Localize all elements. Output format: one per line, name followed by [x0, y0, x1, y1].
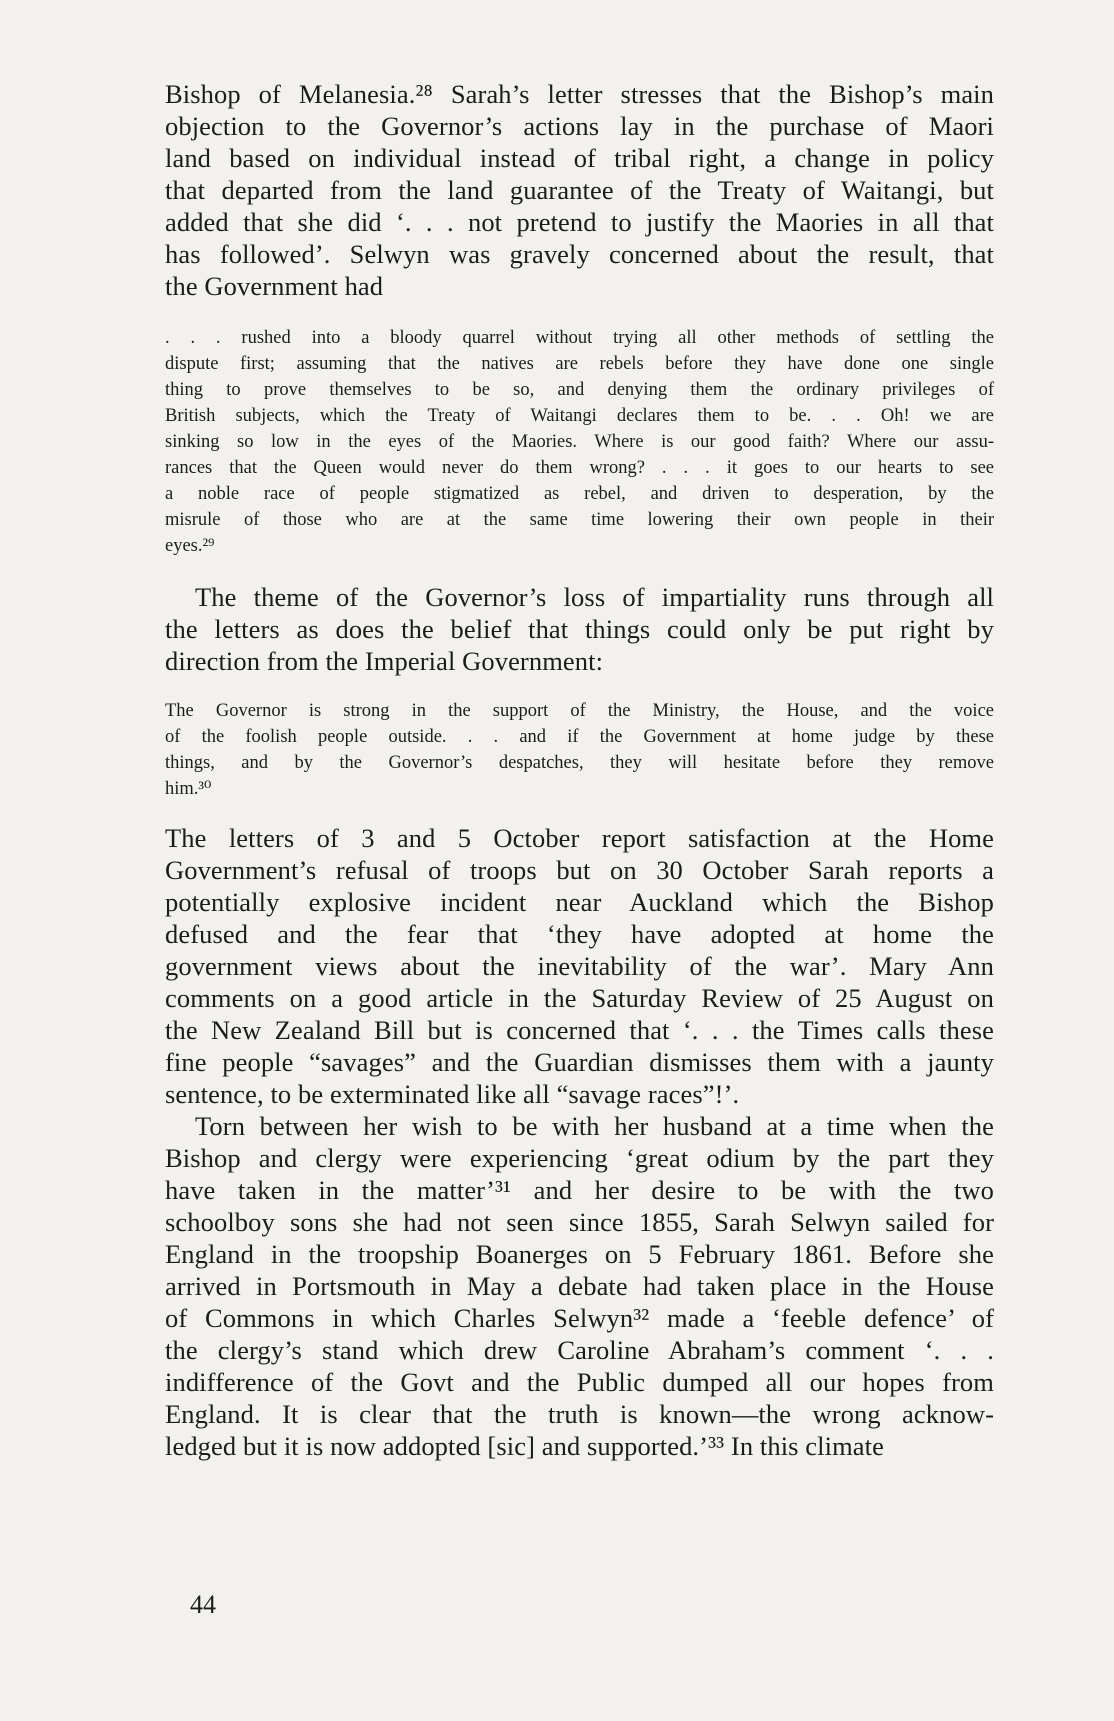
quote-line: dispute first; assuming that the natives are rebels before they have done one single	[165, 354, 994, 374]
text-line: the clergy’s stand which drew Caroline Abraham’s comment ‘. . .	[165, 1335, 994, 1365]
block-quote-governor-strong	[165, 698, 994, 802]
text-line: government views about the inevitability of the war’. Mary Ann	[165, 951, 994, 981]
text-line: land based on individual instead of tribal right, a change in policy	[165, 143, 994, 173]
quote-line: of the foolish people outside. . . and if the Government at home judge by these	[165, 727, 994, 747]
quote-line: rances that the Queen would never do them wrong? . . . it goes to our hearts to see	[165, 458, 994, 478]
text-line: the New Zealand Bill but is concerned that ‘. . . the Times calls these	[165, 1015, 994, 1045]
text-line: comments on a good article in the Saturday Review of 25 August on	[165, 983, 994, 1013]
text-line: indifference of the Govt and the Public dumped all our hopes from	[165, 1367, 994, 1397]
text-line: the Government had	[165, 271, 384, 301]
paragraph-governor-impartiality	[165, 581, 994, 677]
text-line: defused and the fear that ‘they have adopted at home the	[165, 919, 994, 949]
text-line: schoolboy sons she had not seen since 1855, Sarah Selwyn sailed for	[165, 1207, 994, 1237]
quote-line: sinking so low in the eyes of the Maories. Where is our good faith? Where our assu-	[165, 432, 994, 452]
text-line: Government’s refusal of troops but on 30 October Sarah reports a	[165, 855, 994, 885]
quote-line: British subjects, which the Treaty of Waitangi declares them to be. . . Oh! we are	[165, 406, 994, 426]
text-line: fine people “savages” and the Guardian dismisses them with a jaunty	[165, 1047, 994, 1077]
quote-line: . . . rushed into a bloody quarrel without trying all other methods of settling the	[165, 328, 994, 348]
block-quote-rushed-into-quarrel	[165, 325, 994, 559]
quote-line: thing to prove themselves to be so, and denying them the ordinary privileges of	[165, 380, 994, 400]
text-line: objection to the Governor’s actions lay in the purchase of Maori	[165, 111, 994, 141]
text-line: England. It is clear that the truth is known—the wrong acknow-	[165, 1399, 994, 1429]
text-line: the letters as does the belief that things could only be put right by	[165, 614, 994, 644]
paragraph-october-letters	[165, 822, 994, 1110]
text-line: Bishop and clergy were experiencing ‘great odium by the part they	[165, 1143, 994, 1173]
text-line: direction from the Imperial Government:	[165, 646, 604, 676]
text-line-content: The theme of the Governor’s loss of impartiality runs through all	[195, 582, 994, 612]
page-body	[165, 78, 994, 1462]
text-line: of Commons in which Charles Selwyn³² made a ‘feeble defence’ of	[165, 1303, 994, 1333]
text-line: added that she did ‘. . . not pretend to justify the Maories in all that	[165, 207, 994, 237]
page-number: 44	[190, 1590, 216, 1619]
text-line: that departed from the land guarantee of the Treaty of Waitangi, but	[165, 175, 994, 205]
text-line: has followed’. Selwyn was gravely concerned about the result, that	[165, 239, 994, 269]
text-line-content: Torn between her wish to be with her husband at a time when the	[195, 1111, 994, 1141]
text-line: potentially explosive incident near Auckland which the Bishop	[165, 887, 994, 917]
text-line: The letters of 3 and 5 October report satisfaction at the Home	[165, 823, 994, 853]
text-line: ledged but it is now addopted [sic] and supported.’³³ In this climate	[165, 1431, 884, 1461]
paragraph-bishop-of-melanesia	[165, 78, 994, 302]
text-line: England in the troopship Boanerges on 5 February 1861. Before she	[165, 1239, 994, 1269]
quote-line: him.³⁰	[165, 779, 212, 799]
text-line	[165, 1110, 994, 1142]
quote-line: a noble race of people stigmatized as rebel, and driven to desperation, by the	[165, 484, 994, 504]
text-line: Bishop of Melanesia.²⁸ Sarah’s letter stresses that the Bishop’s main	[165, 79, 994, 109]
quote-line: The Governor is strong in the support of the Ministry, the House, and the voice	[165, 701, 994, 721]
text-line: arrived in Portsmouth in May a debate had taken place in the House	[165, 1271, 994, 1301]
quote-line: misrule of those who are at the same time lowering their own people in their	[165, 510, 994, 530]
quote-line: things, and by the Governor’s despatches, they will hesitate before they remove	[165, 753, 994, 773]
text-line	[165, 581, 994, 613]
text-line: sentence, to be exterminated like all “savage races”!’.	[165, 1079, 740, 1109]
text-line: have taken in the matter’³¹ and her desire to be with the two	[165, 1175, 994, 1205]
quote-line: eyes.²⁹	[165, 536, 215, 556]
paragraph-torn-between	[165, 1110, 994, 1462]
